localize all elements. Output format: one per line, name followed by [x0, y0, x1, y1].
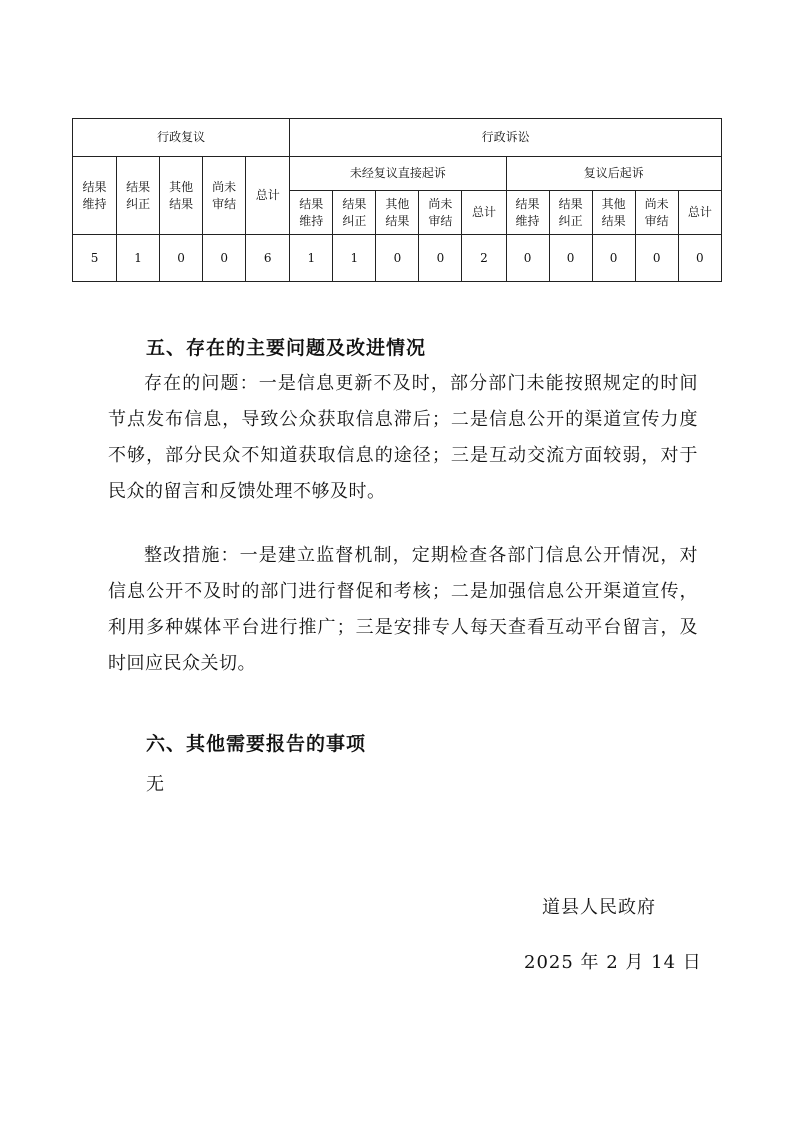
- litigation-review-table: [72, 118, 722, 282]
- problems-paragraph: 存在的问题：一是信息更新不及时，部分部门未能按照规定的时间节点发布信息，导致公众获取信息滞后；二是信息公开的渠道宣传力度不够，部分民众不知道获取信息的途径；三是互动交流方面较弱，对于民众的留言和反馈处理不够及时。: [108, 373, 698, 502]
- table-cell: 0: [419, 235, 462, 282]
- table-cell: 0: [549, 235, 592, 282]
- direct-header-pending: 尚未 审结: [419, 191, 462, 235]
- section-6-content: 无: [146, 774, 164, 795]
- table-cell: 0: [635, 235, 678, 282]
- table-cell: 2: [462, 235, 506, 282]
- review-header-total: 总计: [246, 157, 290, 235]
- measures-paragraph: 整改措施：一是建立监督机制，定期检查各部门信息公开情况，对信息公开不及时的部门进行督促和考核；二是加强信息公开渠道宣传，利用多种媒体平台进行推广；三是安排专人每天查看互动平台留言，及时回应民众关切。: [108, 545, 698, 674]
- section-5-heading: 五、存在的主要问题及改进情况: [146, 337, 427, 359]
- table-cell: 0: [160, 235, 203, 282]
- table-cell: 1: [333, 235, 376, 282]
- table-cell: 0: [203, 235, 246, 282]
- review-header-maintained: 结果 维持: [73, 157, 117, 235]
- direct-header-other: 其他 结果: [376, 191, 419, 235]
- group-header-admin-litigation: 行政诉讼: [290, 119, 722, 157]
- table-cell: 5: [73, 235, 117, 282]
- section-6-heading: 六、其他需要报告的事项: [146, 733, 367, 755]
- table-cell: 0: [506, 235, 549, 282]
- table-row: [73, 235, 722, 282]
- sub-header-direct: 未经复议直接起诉: [290, 157, 506, 191]
- direct-header-maintained: 结果 维持: [290, 191, 333, 235]
- after-header-corrected: 结果 纠正: [549, 191, 592, 235]
- group-header-admin-review: 行政复议: [73, 119, 290, 157]
- direct-header-corrected: 结果 纠正: [333, 191, 376, 235]
- sub-header-after-review: 复议后起诉: [506, 157, 722, 191]
- signature-org: 道县人民政府: [542, 897, 656, 918]
- direct-header-total: 总计: [462, 191, 506, 235]
- review-header-pending: 尚未 审结: [203, 157, 246, 235]
- after-header-total: 总计: [678, 191, 721, 235]
- after-header-maintained: 结果 维持: [506, 191, 549, 235]
- table-cell: 1: [290, 235, 333, 282]
- table-cell: 0: [678, 235, 721, 282]
- review-header-corrected: 结果 纠正: [117, 157, 160, 235]
- table-cell: 1: [117, 235, 160, 282]
- signature-date: 2025 年 2 月 14 日: [524, 952, 702, 973]
- table-cell: 0: [376, 235, 419, 282]
- review-header-other: 其他 结果: [160, 157, 203, 235]
- after-header-other: 其他 结果: [592, 191, 635, 235]
- table-cell: 6: [246, 235, 290, 282]
- table-cell: 0: [592, 235, 635, 282]
- after-header-pending: 尚未 审结: [635, 191, 678, 235]
